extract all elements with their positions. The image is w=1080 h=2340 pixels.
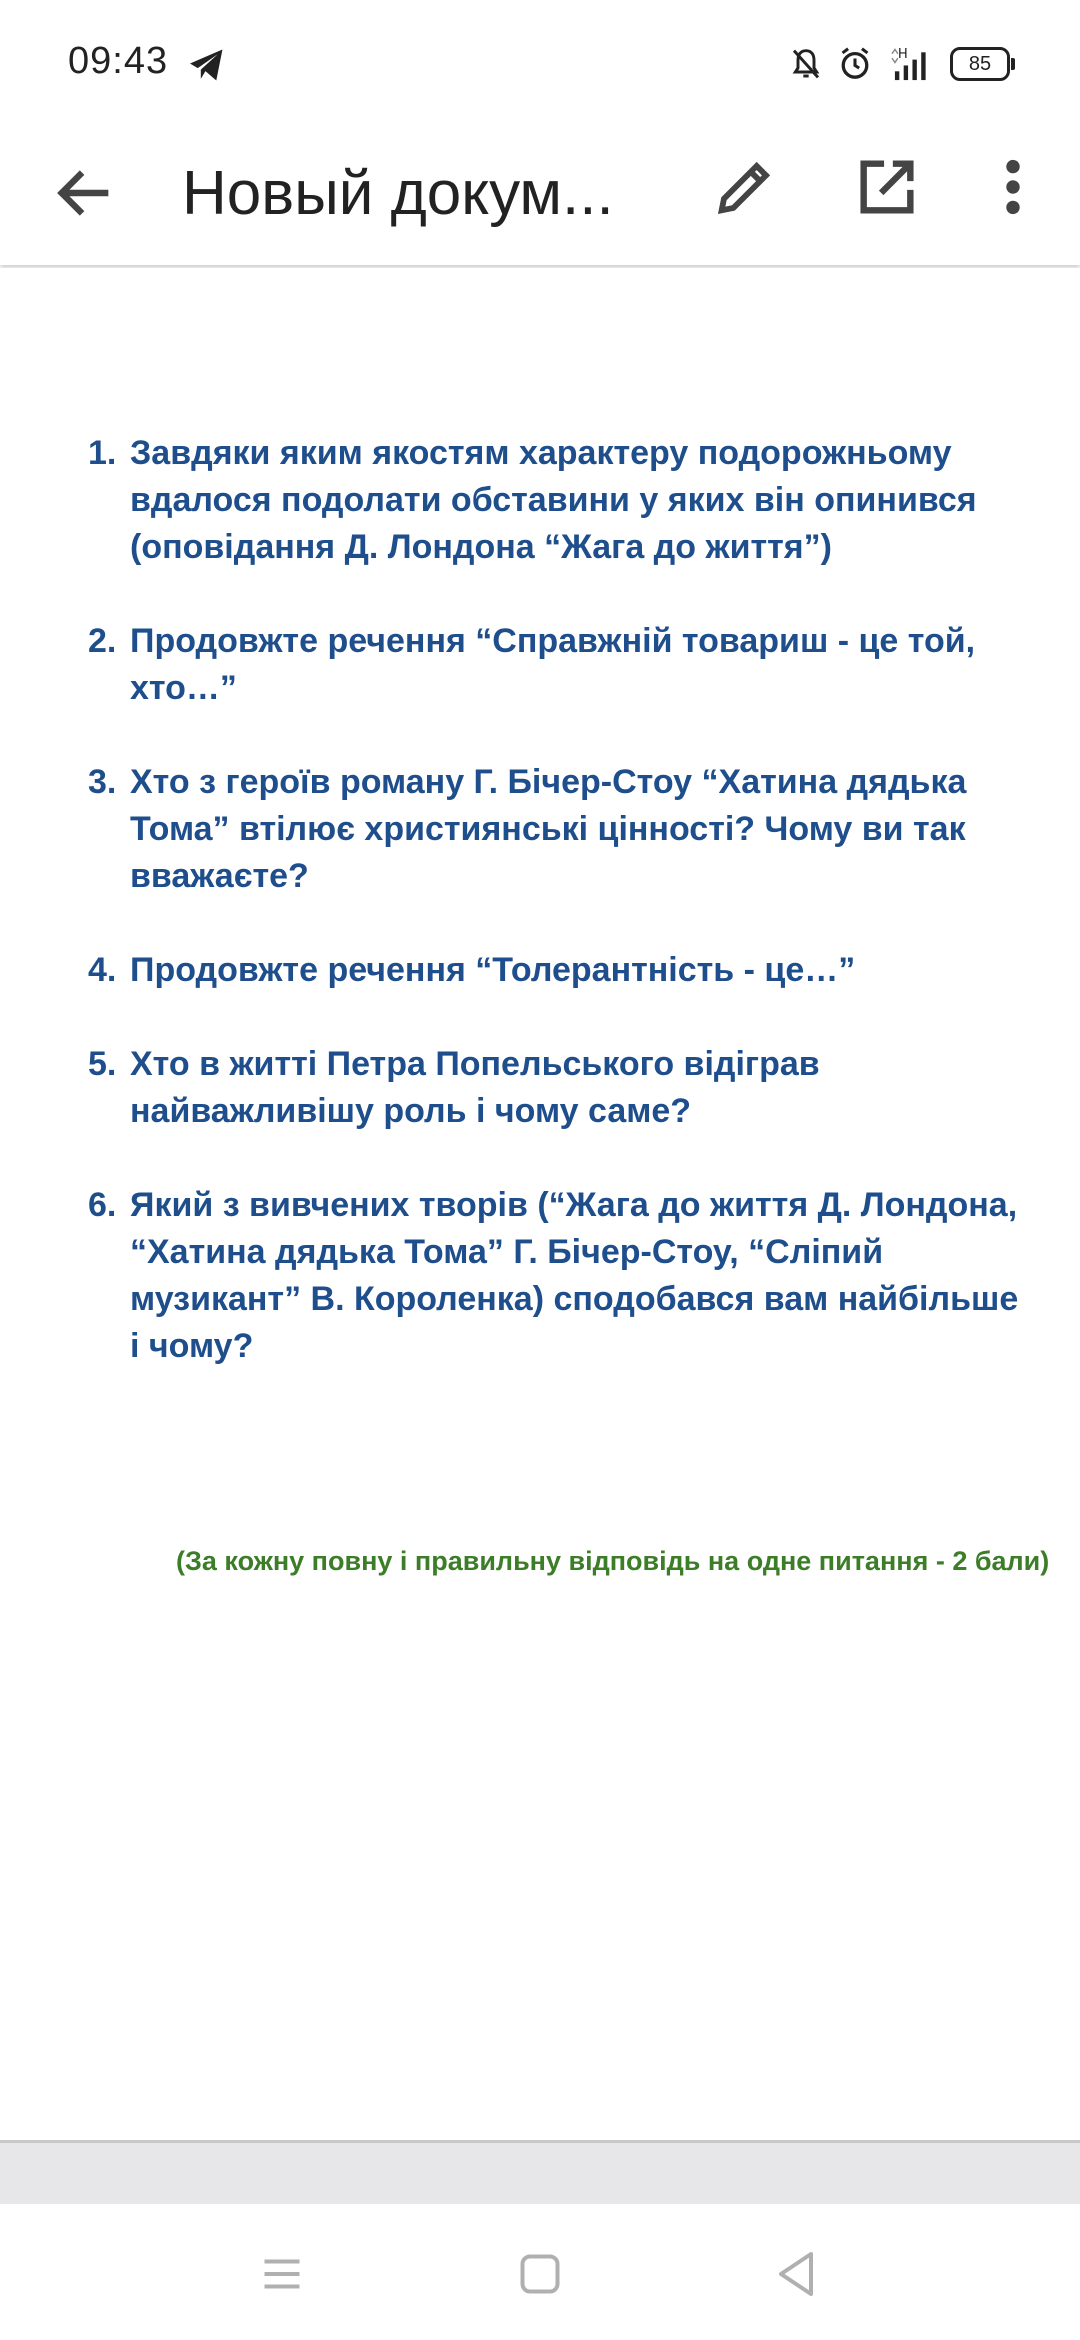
- document-title: Новый докум...: [182, 159, 614, 228]
- question-text: Завдяки яким якостям характеру подорожньому вдалося подолати обставини у яких він опинився (оповідання Д. Лондона “Жага до життя”): [130, 434, 977, 566]
- alarm-icon: [838, 46, 872, 82]
- system-nav-bar: [0, 2204, 1080, 2340]
- question-number: 6.: [88, 1186, 117, 1224]
- home-square-icon[interactable]: [510, 2244, 570, 2304]
- question-number: 2.: [88, 622, 117, 660]
- question-list: [88, 430, 1028, 1417]
- telegram-icon: [188, 48, 226, 82]
- question-item: [88, 759, 1028, 900]
- question-text: Хто в житті Петра Попельського відіграв найважливішу роль і чому саме?: [130, 1045, 820, 1130]
- question-text: Продовжте речення “Справжній товариш - це той, хто…”: [130, 622, 976, 707]
- menu-icon[interactable]: [252, 2244, 312, 2304]
- question-number: 4.: [88, 951, 117, 989]
- back-arrow-icon[interactable]: [50, 158, 120, 228]
- question-item: [88, 618, 1028, 712]
- status-bar: [0, 0, 1080, 130]
- question-number: 5.: [88, 1045, 117, 1083]
- battery-icon: 85: [950, 47, 1010, 81]
- signal-icon: [888, 45, 934, 83]
- document-viewer[interactable]: [0, 268, 1080, 2140]
- status-time: 09:43: [68, 40, 169, 82]
- question-number: 1.: [88, 434, 117, 472]
- question-item: [88, 430, 1028, 571]
- question-text: Продовжте речення “Толерантність - це…”: [130, 951, 856, 989]
- pencil-icon[interactable]: [710, 152, 780, 222]
- question-item: [88, 1182, 1028, 1370]
- status-icons: [790, 44, 1010, 84]
- question-number: 3.: [88, 763, 117, 801]
- grading-note: (За кожну повну і правильну відповідь на одне питання - 2 бали): [176, 1546, 1050, 1576]
- question-text: Який з вивчених творів (“Жага до життя Д. Лондона, “Хатина дядька Тома” Г. Бічер-Стоу, “Сліпий музикант” В. Короленка) сподобався вам найбільше і чому?: [130, 1186, 1019, 1365]
- svg-text:H: H: [897, 47, 908, 63]
- question-item: [88, 947, 1028, 994]
- bottom-strip: [0, 2140, 1080, 2207]
- back-triangle-icon[interactable]: [766, 2244, 826, 2304]
- question-text: Хто з героїв роману Г. Бічер-Стоу “Хатина дядька Тома” втілює християнські цінності? Чому ви так вважаєте?: [130, 763, 967, 895]
- open-external-icon[interactable]: [852, 152, 922, 222]
- app-bar: [0, 130, 1080, 265]
- question-item: [88, 1041, 1028, 1135]
- mute-icon: [790, 46, 822, 82]
- more-vert-icon[interactable]: [990, 152, 1036, 222]
